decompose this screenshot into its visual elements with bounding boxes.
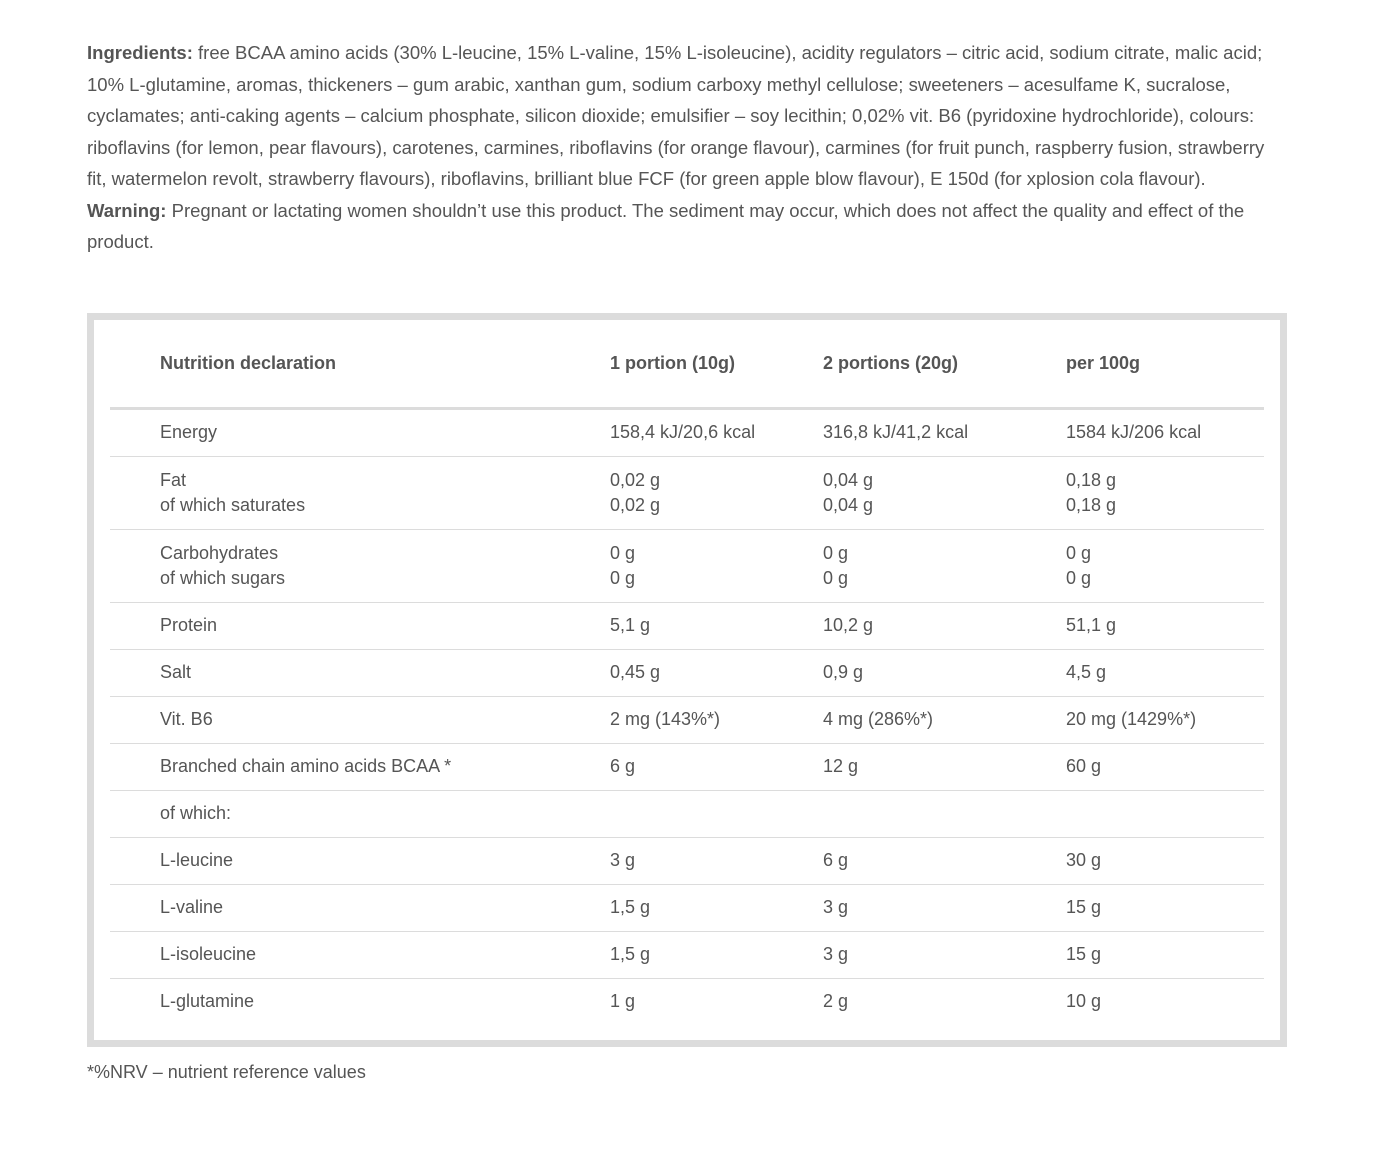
cell-line: L-glutamine [160,991,255,1012]
table-row [110,838,1264,885]
table-row [110,744,1264,791]
cell-line: 5,1 g [610,615,651,636]
portion-1-cell [610,885,823,932]
cell-line: 4 mg (286%*) [823,709,934,730]
cell-line: 6 g [610,756,636,777]
cell-line: Fat [160,469,187,490]
cell-line: of which sugars [160,568,286,588]
table-header-row [110,320,1264,409]
portion-1-cell [610,409,823,457]
portion-2-cell [823,530,1066,603]
nutrient-name-cell [110,932,610,979]
table-row [110,885,1264,932]
portion-2-cell [823,791,1066,838]
nutrition-table-box [87,313,1287,1047]
per-100g-cell [1066,885,1264,932]
portion-2-cell [823,838,1066,885]
cell-line: 0,18 g [1066,495,1117,515]
cell-line: 20 mg (1429%*) [1066,709,1197,730]
cell-line: 0 g [1066,542,1092,563]
portion-1-cell [610,838,823,885]
nutrient-name-cell [110,697,610,744]
per-100g-cell [1066,409,1264,457]
nutrient-name-cell [110,409,610,457]
per-100g-cell [1066,979,1264,1026]
cell-line: 51,1 g [1066,615,1117,636]
cell-line: 3 g [823,944,849,965]
cell-line: 2 g [823,991,849,1012]
cell-line: 3 g [823,897,849,918]
per-100g-cell [1066,744,1264,791]
portion-2-cell [823,409,1066,457]
table-row [110,979,1264,1026]
table-row [110,791,1264,838]
portion-1-cell [610,697,823,744]
intro-text [87,37,1277,258]
cell-line: 6 g [823,850,849,871]
nutrient-name-cell [110,603,610,650]
cell-line: L-valine [160,897,224,918]
portion-2-cell [823,932,1066,979]
per-100g-cell [1066,457,1264,530]
portion-2-cell [823,603,1066,650]
warning-text: Pregnant or lactating women shouldn’t use this product. The sediment may occur, which does not affect the quality and effect of the product. [87,199,1245,252]
cell-line: 0,9 g [823,662,864,683]
portion-1-cell [610,457,823,530]
per-100g-cell [1066,791,1264,838]
table-row [110,603,1264,650]
table-row [110,932,1264,979]
cell-line: 1 g [610,991,636,1012]
cell-line: 15 g [1066,944,1102,965]
per-100g-cell [1066,650,1264,697]
cell-line: 0 g [1066,568,1092,588]
nutrient-name-cell [110,457,610,530]
table-row [110,530,1264,603]
cell-line: of which: [160,803,232,824]
header-2-portions: 2 portions (20g) [823,320,1066,409]
portion-2-cell [823,979,1066,1026]
cell-line: 3 g [610,850,636,871]
portion-2-cell [823,885,1066,932]
header-1-portion: 1 portion (10g) [610,320,823,409]
portion-1-cell [610,979,823,1026]
portion-1-cell [610,791,823,838]
cell-line: 0 g [610,568,636,588]
warning-paragraph [87,195,1277,258]
cell-line: 0,45 g [610,662,661,683]
header-per-100g: per 100g [1066,320,1264,409]
cell-line: 10,2 g [823,615,874,636]
cell-line: 0,04 g [823,495,874,515]
header-nutrition-declaration: Nutrition declaration [110,320,610,409]
per-100g-cell [1066,932,1264,979]
cell-line: 0 g [823,568,849,588]
cell-line: 12 g [823,756,859,777]
cell-line: 2 mg (143%*) [610,709,721,730]
nutrition-table [110,320,1264,1025]
cell-line: Energy [160,422,218,443]
footnote: *%NRV – nutrient reference values [87,1062,366,1082]
nutrition-table-body [110,409,1264,1026]
nutrient-name-cell [110,838,610,885]
nutrient-name-cell [110,885,610,932]
ingredients-paragraph [87,37,1277,195]
portion-1-cell [610,530,823,603]
cell-line: Branched chain amino acids BCAA * [160,756,452,777]
portion-1-cell [610,744,823,791]
cell-line: Salt [160,662,192,683]
cell-line: 0,18 g [1066,469,1117,490]
cell-line: Protein [160,615,218,636]
nutrient-name-cell [110,744,610,791]
cell-line: Carbohydrates [160,542,279,563]
portion-1-cell [610,603,823,650]
cell-line: 316,8 kJ/41,2 kcal [823,422,969,443]
ingredients-label: Ingredients: [87,42,193,63]
cell-line: 1,5 g [610,897,651,918]
cell-line: 1584 kJ/206 kcal [1066,422,1202,443]
warning-label: Warning: [87,199,167,221]
table-row [110,409,1264,457]
cell-line: 0,02 g [610,495,661,515]
cell-line: 0 g [610,542,636,563]
portion-2-cell [823,744,1066,791]
cell-line: 4,5 g [1066,662,1107,683]
cell-line: of which saturates [160,495,306,515]
table-row [110,697,1264,744]
cell-line: 60 g [1066,756,1102,777]
table-row [110,457,1264,530]
portion-2-cell [823,457,1066,530]
nutrient-name-cell [110,791,610,838]
cell-line: 30 g [1066,850,1102,871]
portion-2-cell [823,650,1066,697]
cell-line: L-leucine [160,850,234,871]
cell-line: Vit. B6 [160,709,213,730]
portion-1-cell [610,650,823,697]
nutrient-name-cell [110,650,610,697]
per-100g-cell [1066,530,1264,603]
cell-line: L-isoleucine [160,944,257,965]
nutrient-name-cell [110,530,610,603]
portion-2-cell [823,697,1066,744]
per-100g-cell [1066,697,1264,744]
nutrient-name-cell [110,979,610,1026]
per-100g-cell [1066,838,1264,885]
ingredients-text: free BCAA amino acids (30% L-leucine, 15% L-valine, 15% L-isoleucine), acidity regulators – citric acid, sodium citrate, malic acid; 10% L-glutamine, aromas, thickeners – gum arabic, xanthan gum, sodium carboxy methyl cellulose; sweeteners – acesulfame K, sucralose, cyclamates; anti-caking agents – calcium phosphate, silicon dioxide; emulsifier – soy lecithin; 0,02% vit. B6 (pyridoxine hydrochloride), colours: riboflavins (for lemon, pear flavours), carotenes, carmines, riboflavins (for orange flavour), carmines (for fruit punch, raspberry fusion, strawberry fit, watermelon revolt, strawberry flavours), riboflavins, brilliant blue FCF (for green apple blow flavour), E 150d (for xplosion cola flavour). [87,42,1265,189]
cell-line: 0,04 g [823,469,874,490]
table-row [110,650,1264,697]
cell-line: 10 g [1066,991,1102,1012]
cell-line: 0,02 g [610,469,661,490]
cell-line: 158,4 kJ/20,6 kcal [610,422,756,443]
portion-1-cell [610,932,823,979]
cell-line: 15 g [1066,897,1102,918]
cell-line: 0 g [823,542,849,563]
cell-line: 1,5 g [610,944,651,965]
per-100g-cell [1066,603,1264,650]
